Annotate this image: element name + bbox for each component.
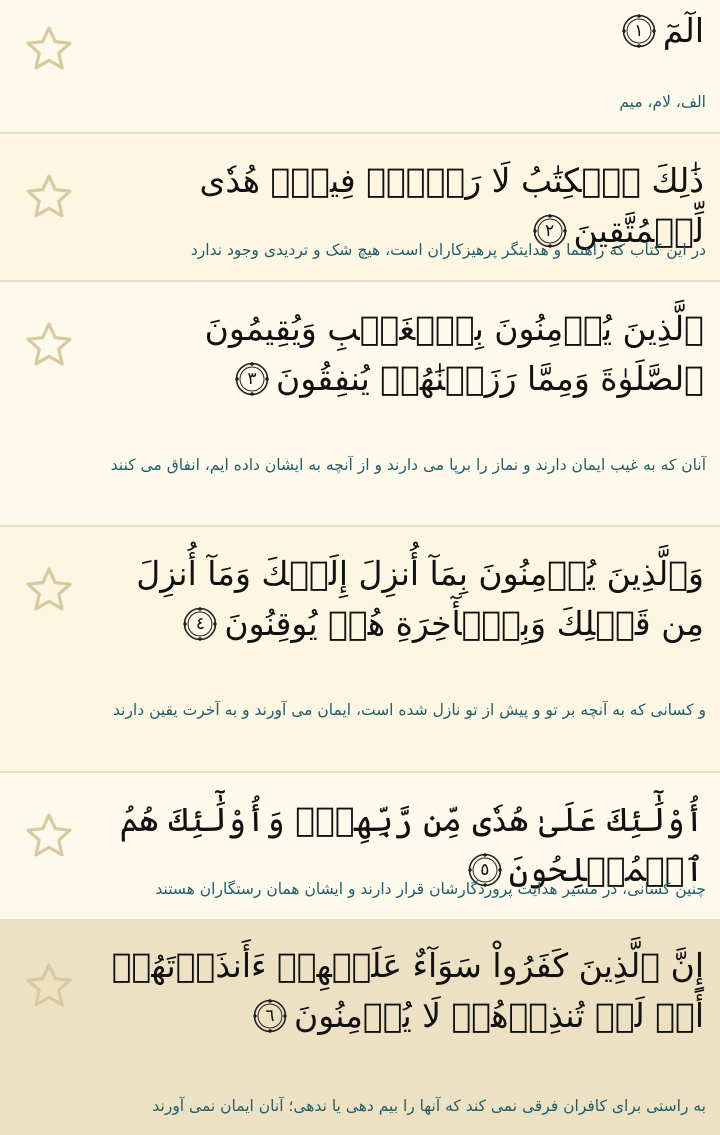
- ayah-number: ٤: [195, 613, 205, 634]
- verse-arabic: وَٱلَّذِينَ يُؤۡمِنُونَ بِمَآ أُنزِلَ إِلَيۡكَ وَمَآ أُنزِلَ مِن قَبۡلِكَ وَبِٱلۡأٓخِرَةِ هُمۡ يُوقِنُونَ: [136, 554, 704, 643]
- verse-arabic-text: [100, 549, 704, 649]
- verse-row-4[interactable]: [0, 527, 720, 773]
- verse-translation: به راستی برای کافران فرقی نمی کند که آنها را بیم دهی یا ندهی؛ آنان ایمان نمی آورند: [152, 1097, 706, 1115]
- bookmark-star-icon[interactable]: [21, 318, 77, 374]
- verse-translation: چنین کسانی، در مسیر هدایت پروردگارشان قرار دارند و ایشان همان رستگاران هستند: [155, 880, 706, 898]
- verse-arabic-text: [100, 941, 704, 1041]
- ayah-number-badge: [252, 998, 288, 1034]
- verse-row-5[interactable]: [0, 773, 720, 921]
- ayah-number: ٣: [247, 368, 257, 389]
- verse-row-2[interactable]: [0, 134, 720, 282]
- bookmark-star-icon[interactable]: [21, 563, 77, 619]
- verse-translation: آنان که به غیب ایمان دارند و نماز را برپا می دارند و از آنچه به ایشان داده ایم، انفاق می کنند: [110, 456, 706, 474]
- verse-row-1[interactable]: [0, 0, 720, 134]
- ayah-number: ٢: [544, 220, 555, 241]
- bookmark-star-icon[interactable]: [21, 959, 77, 1015]
- verse-row-6[interactable]: [0, 921, 720, 1135]
- verse-row-3[interactable]: [0, 282, 720, 527]
- ayah-number-badge: [182, 606, 218, 642]
- ayah-number: ٥: [480, 859, 490, 880]
- verse-arabic: أُوْلَٰٓئِكَ عَلَىٰ هُدٗى مِّن رَّبِّهِمۡۖ وَأُوْلَٰٓئِكَ هُمُ ٱلۡمُفۡلِحُونَ: [119, 800, 704, 889]
- verse-arabic-text: [100, 304, 704, 404]
- verse-translation: و کسانی که به آنچه بر تو و پیش از تو نازل شده است، ایمان می آورند و به آخرت یقین دارند: [113, 701, 706, 719]
- ayah-number: ٦: [265, 1005, 275, 1026]
- verse-arabic-text: [100, 6, 704, 56]
- verse-arabic: ذَٰلِكَ ٱلۡكِتَٰبُ لَا رَيۡبَۛ فِيهِۛ هُدٗى لِّلۡمُتَّقِينَ: [199, 161, 704, 250]
- bookmark-star-icon[interactable]: [21, 809, 77, 865]
- verse-arabic: ٱلَّذِينَ يُؤۡمِنُونَ بِٱلۡغَيۡبِ وَيُقِيمُونَ ٱلصَّلَوٰةَ وَمِمَّا رَزَقۡنَٰهُمۡ يُنفِقُونَ: [204, 309, 704, 398]
- bookmark-star-icon[interactable]: [21, 170, 77, 226]
- verse-arabic: إِنَّ ٱلَّذِينَ كَفَرُواْ سَوَآءٌ عَلَيۡهِمۡ ءَأَنذَرۡتَهُمۡ أَمۡ لَمۡ تُنذِرۡهُمۡ لَا يُؤۡمِنُونَ: [111, 946, 704, 1035]
- verse-translation: در این کتاب که راهنما و هدایتگر پرهیزکاران است، هیچ شک و تردیدی وجود ندارد: [190, 241, 706, 259]
- ayah-number: ١: [634, 20, 644, 41]
- ayah-number-badge: [621, 13, 657, 49]
- bookmark-star-icon[interactable]: [21, 22, 77, 78]
- verse-translation: الف، لام، میم: [619, 93, 706, 111]
- verse-arabic: الٓمٓ: [662, 11, 704, 50]
- ayah-number-badge: [234, 361, 270, 397]
